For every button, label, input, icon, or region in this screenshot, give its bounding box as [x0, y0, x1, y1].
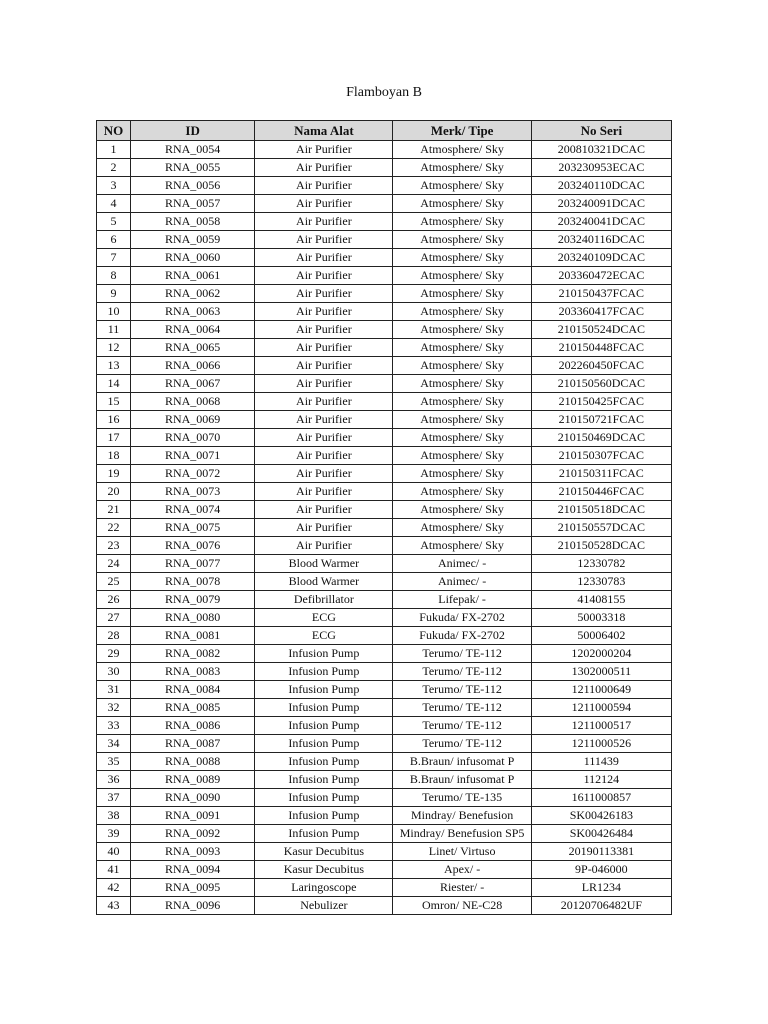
- cell-no-seri: 210150560DCAC: [531, 375, 671, 393]
- cell-nama-alat: Air Purifier: [255, 267, 393, 285]
- table-row: [97, 573, 672, 591]
- cell-no: 14: [97, 375, 131, 393]
- cell-nama-alat: Air Purifier: [255, 249, 393, 267]
- cell-no: 15: [97, 393, 131, 411]
- cell-no-seri: 1211000526: [531, 735, 671, 753]
- cell-nama-alat: Blood Warmer: [255, 573, 393, 591]
- cell-no-seri: 210150307FCAC: [531, 447, 671, 465]
- cell-id: RNA_0080: [131, 609, 255, 627]
- cell-nama-alat: ECG: [255, 609, 393, 627]
- cell-no: 1: [97, 141, 131, 159]
- cell-no-seri: 210150311FCAC: [531, 465, 671, 483]
- cell-id: RNA_0089: [131, 771, 255, 789]
- cell-no: 6: [97, 231, 131, 249]
- equipment-table: [96, 120, 672, 915]
- cell-id: RNA_0075: [131, 519, 255, 537]
- cell-id: RNA_0091: [131, 807, 255, 825]
- cell-id: RNA_0090: [131, 789, 255, 807]
- cell-id: RNA_0093: [131, 843, 255, 861]
- table-row: [97, 663, 672, 681]
- header-merk-tipe: Merk/ Tipe: [393, 121, 531, 141]
- header-no: NO: [97, 121, 131, 141]
- cell-merk-tipe: Atmosphere/ Sky: [393, 339, 531, 357]
- cell-merk-tipe: Terumo/ TE-112: [393, 699, 531, 717]
- cell-nama-alat: Defibrillator: [255, 591, 393, 609]
- cell-id: RNA_0078: [131, 573, 255, 591]
- table-row: [97, 843, 672, 861]
- cell-nama-alat: Air Purifier: [255, 159, 393, 177]
- cell-id: RNA_0073: [131, 483, 255, 501]
- cell-nama-alat: Air Purifier: [255, 483, 393, 501]
- cell-no: 38: [97, 807, 131, 825]
- cell-nama-alat: Air Purifier: [255, 357, 393, 375]
- cell-merk-tipe: Atmosphere/ Sky: [393, 141, 531, 159]
- cell-id: RNA_0085: [131, 699, 255, 717]
- table-row: [97, 177, 672, 195]
- cell-nama-alat: Air Purifier: [255, 285, 393, 303]
- cell-nama-alat: Infusion Pump: [255, 717, 393, 735]
- table-row: [97, 825, 672, 843]
- cell-nama-alat: Air Purifier: [255, 411, 393, 429]
- cell-merk-tipe: Atmosphere/ Sky: [393, 177, 531, 195]
- cell-no-seri: 12330782: [531, 555, 671, 573]
- table-row: [97, 627, 672, 645]
- cell-merk-tipe: Terumo/ TE-112: [393, 645, 531, 663]
- cell-id: RNA_0072: [131, 465, 255, 483]
- cell-no: 12: [97, 339, 131, 357]
- cell-merk-tipe: Terumo/ TE-112: [393, 735, 531, 753]
- cell-no: 3: [97, 177, 131, 195]
- cell-id: RNA_0082: [131, 645, 255, 663]
- cell-nama-alat: Air Purifier: [255, 429, 393, 447]
- cell-merk-tipe: Atmosphere/ Sky: [393, 213, 531, 231]
- cell-nama-alat: Air Purifier: [255, 141, 393, 159]
- cell-no: 17: [97, 429, 131, 447]
- header-no-seri: No Seri: [531, 121, 671, 141]
- cell-merk-tipe: Atmosphere/ Sky: [393, 321, 531, 339]
- cell-no: 39: [97, 825, 131, 843]
- cell-no: 8: [97, 267, 131, 285]
- table-row: [97, 591, 672, 609]
- cell-id: RNA_0060: [131, 249, 255, 267]
- cell-merk-tipe: Animec/ -: [393, 555, 531, 573]
- cell-id: RNA_0059: [131, 231, 255, 249]
- table-row: [97, 339, 672, 357]
- cell-merk-tipe: Fukuda/ FX-2702: [393, 609, 531, 627]
- cell-merk-tipe: Atmosphere/ Sky: [393, 303, 531, 321]
- cell-id: RNA_0055: [131, 159, 255, 177]
- cell-no: 43: [97, 897, 131, 915]
- cell-id: RNA_0071: [131, 447, 255, 465]
- cell-no-seri: 1611000857: [531, 789, 671, 807]
- table-row: [97, 465, 672, 483]
- cell-nama-alat: Air Purifier: [255, 465, 393, 483]
- cell-merk-tipe: Atmosphere/ Sky: [393, 231, 531, 249]
- cell-nama-alat: Air Purifier: [255, 447, 393, 465]
- cell-id: RNA_0056: [131, 177, 255, 195]
- table-row: [97, 645, 672, 663]
- cell-id: RNA_0081: [131, 627, 255, 645]
- table-row: [97, 375, 672, 393]
- cell-no: 5: [97, 213, 131, 231]
- cell-id: RNA_0074: [131, 501, 255, 519]
- table-row: [97, 861, 672, 879]
- cell-merk-tipe: Terumo/ TE-112: [393, 717, 531, 735]
- cell-no-seri: 1202000204: [531, 645, 671, 663]
- cell-no-seri: 111439: [531, 753, 671, 771]
- cell-no: 11: [97, 321, 131, 339]
- cell-nama-alat: Infusion Pump: [255, 825, 393, 843]
- cell-merk-tipe: Omron/ NE-C28: [393, 897, 531, 915]
- cell-nama-alat: Air Purifier: [255, 195, 393, 213]
- table-row: [97, 681, 672, 699]
- cell-id: RNA_0087: [131, 735, 255, 753]
- cell-merk-tipe: Terumo/ TE-135: [393, 789, 531, 807]
- cell-no: 28: [97, 627, 131, 645]
- cell-no: 20: [97, 483, 131, 501]
- cell-merk-tipe: Atmosphere/ Sky: [393, 357, 531, 375]
- table-row: [97, 753, 672, 771]
- cell-merk-tipe: Mindray/ Benefusion: [393, 807, 531, 825]
- cell-merk-tipe: Atmosphere/ Sky: [393, 465, 531, 483]
- cell-nama-alat: Air Purifier: [255, 375, 393, 393]
- cell-no-seri: 203360417FCAC: [531, 303, 671, 321]
- table-row: [97, 537, 672, 555]
- cell-merk-tipe: Atmosphere/ Sky: [393, 285, 531, 303]
- cell-no-seri: 203240041DCAC: [531, 213, 671, 231]
- cell-id: RNA_0084: [131, 681, 255, 699]
- cell-nama-alat: Infusion Pump: [255, 645, 393, 663]
- table-row: [97, 879, 672, 897]
- cell-id: RNA_0065: [131, 339, 255, 357]
- cell-no: 13: [97, 357, 131, 375]
- cell-nama-alat: Blood Warmer: [255, 555, 393, 573]
- cell-merk-tipe: Linet/ Virtuso: [393, 843, 531, 861]
- cell-no: 23: [97, 537, 131, 555]
- cell-id: RNA_0079: [131, 591, 255, 609]
- cell-nama-alat: Infusion Pump: [255, 807, 393, 825]
- cell-merk-tipe: Lifepak/ -: [393, 591, 531, 609]
- cell-no-seri: 203240091DCAC: [531, 195, 671, 213]
- cell-merk-tipe: Riester/ -: [393, 879, 531, 897]
- cell-nama-alat: Air Purifier: [255, 303, 393, 321]
- cell-no: 36: [97, 771, 131, 789]
- cell-no: 10: [97, 303, 131, 321]
- cell-nama-alat: Air Purifier: [255, 177, 393, 195]
- cell-no: 2: [97, 159, 131, 177]
- cell-id: RNA_0086: [131, 717, 255, 735]
- cell-nama-alat: Air Purifier: [255, 519, 393, 537]
- cell-merk-tipe: Fukuda/ FX-2702: [393, 627, 531, 645]
- cell-no: 26: [97, 591, 131, 609]
- cell-nama-alat: Air Purifier: [255, 501, 393, 519]
- cell-merk-tipe: Atmosphere/ Sky: [393, 159, 531, 177]
- cell-no: 22: [97, 519, 131, 537]
- cell-no-seri: 210150437FCAC: [531, 285, 671, 303]
- cell-id: RNA_0057: [131, 195, 255, 213]
- cell-merk-tipe: Animec/ -: [393, 573, 531, 591]
- header-nama-alat: Nama Alat: [255, 121, 393, 141]
- cell-nama-alat: ECG: [255, 627, 393, 645]
- cell-no-seri: SK00426484: [531, 825, 671, 843]
- cell-no: 7: [97, 249, 131, 267]
- cell-no-seri: 50006402: [531, 627, 671, 645]
- table-row: [97, 447, 672, 465]
- cell-nama-alat: Laringoscope: [255, 879, 393, 897]
- cell-nama-alat: Infusion Pump: [255, 663, 393, 681]
- table-row: [97, 267, 672, 285]
- cell-merk-tipe: Mindray/ Benefusion SP5: [393, 825, 531, 843]
- cell-nama-alat: Kasur Decubitus: [255, 843, 393, 861]
- cell-id: RNA_0094: [131, 861, 255, 879]
- cell-merk-tipe: Atmosphere/ Sky: [393, 195, 531, 213]
- table-row: [97, 213, 672, 231]
- cell-no-seri: 20190113381: [531, 843, 671, 861]
- table-row: [97, 501, 672, 519]
- cell-id: RNA_0077: [131, 555, 255, 573]
- table-row: [97, 519, 672, 537]
- cell-merk-tipe: Atmosphere/ Sky: [393, 537, 531, 555]
- cell-id: RNA_0067: [131, 375, 255, 393]
- cell-merk-tipe: Atmosphere/ Sky: [393, 429, 531, 447]
- cell-no-seri: SK00426183: [531, 807, 671, 825]
- cell-no-seri: 50003318: [531, 609, 671, 627]
- cell-no: 19: [97, 465, 131, 483]
- cell-no: 35: [97, 753, 131, 771]
- cell-merk-tipe: Terumo/ TE-112: [393, 663, 531, 681]
- cell-no-seri: 210150557DCAC: [531, 519, 671, 537]
- cell-no-seri: 210150518DCAC: [531, 501, 671, 519]
- cell-no: 4: [97, 195, 131, 213]
- cell-merk-tipe: Atmosphere/ Sky: [393, 411, 531, 429]
- page-title: Flamboyan B: [346, 85, 422, 100]
- cell-nama-alat: Air Purifier: [255, 321, 393, 339]
- cell-id: RNA_0095: [131, 879, 255, 897]
- cell-nama-alat: Infusion Pump: [255, 753, 393, 771]
- cell-merk-tipe: Atmosphere/ Sky: [393, 267, 531, 285]
- cell-id: RNA_0062: [131, 285, 255, 303]
- table-row: [97, 357, 672, 375]
- cell-nama-alat: Infusion Pump: [255, 699, 393, 717]
- cell-nama-alat: Kasur Decubitus: [255, 861, 393, 879]
- cell-no: 33: [97, 717, 131, 735]
- cell-id: RNA_0076: [131, 537, 255, 555]
- cell-id: RNA_0068: [131, 393, 255, 411]
- cell-nama-alat: Air Purifier: [255, 339, 393, 357]
- cell-no-seri: 202260450FCAC: [531, 357, 671, 375]
- cell-no-seri: 1211000517: [531, 717, 671, 735]
- table-row: [97, 285, 672, 303]
- table-row: [97, 303, 672, 321]
- cell-id: RNA_0088: [131, 753, 255, 771]
- table-row: [97, 789, 672, 807]
- header-id: ID: [131, 121, 255, 141]
- table-row: [97, 771, 672, 789]
- cell-nama-alat: Infusion Pump: [255, 681, 393, 699]
- cell-id: RNA_0063: [131, 303, 255, 321]
- table-row: [97, 717, 672, 735]
- table-body: [97, 141, 672, 915]
- cell-merk-tipe: Apex/ -: [393, 861, 531, 879]
- cell-no: 29: [97, 645, 131, 663]
- cell-no: 40: [97, 843, 131, 861]
- cell-merk-tipe: Terumo/ TE-112: [393, 681, 531, 699]
- cell-no-seri: 20120706482UF: [531, 897, 671, 915]
- table-row: [97, 735, 672, 753]
- cell-id: RNA_0064: [131, 321, 255, 339]
- cell-id: RNA_0069: [131, 411, 255, 429]
- cell-no-seri: 210150425FCAC: [531, 393, 671, 411]
- cell-nama-alat: Air Purifier: [255, 213, 393, 231]
- cell-id: RNA_0092: [131, 825, 255, 843]
- cell-no-seri: 203360472ECAC: [531, 267, 671, 285]
- cell-no-seri: 1211000649: [531, 681, 671, 699]
- cell-merk-tipe: Atmosphere/ Sky: [393, 249, 531, 267]
- cell-merk-tipe: B.Braun/ infusomat P: [393, 771, 531, 789]
- table-row: [97, 897, 672, 915]
- cell-id: RNA_0066: [131, 357, 255, 375]
- cell-no-seri: 1211000594: [531, 699, 671, 717]
- table-row: [97, 393, 672, 411]
- table-row: [97, 609, 672, 627]
- table-row: [97, 159, 672, 177]
- cell-no: 25: [97, 573, 131, 591]
- cell-no: 18: [97, 447, 131, 465]
- table-row: [97, 429, 672, 447]
- table-row: [97, 699, 672, 717]
- table-row: [97, 231, 672, 249]
- cell-no: 32: [97, 699, 131, 717]
- cell-id: RNA_0096: [131, 897, 255, 915]
- cell-id: RNA_0061: [131, 267, 255, 285]
- cell-no-seri: 203240109DCAC: [531, 249, 671, 267]
- cell-no-seri: 112124: [531, 771, 671, 789]
- cell-id: RNA_0058: [131, 213, 255, 231]
- cell-nama-alat: Air Purifier: [255, 393, 393, 411]
- cell-no: 37: [97, 789, 131, 807]
- cell-no-seri: 12330783: [531, 573, 671, 591]
- table-row: [97, 411, 672, 429]
- table-row: [97, 249, 672, 267]
- cell-no-seri: 210150446FCAC: [531, 483, 671, 501]
- cell-no-seri: 9P-046000: [531, 861, 671, 879]
- cell-no: 30: [97, 663, 131, 681]
- cell-merk-tipe: Atmosphere/ Sky: [393, 375, 531, 393]
- cell-nama-alat: Infusion Pump: [255, 789, 393, 807]
- cell-merk-tipe: B.Braun/ infusomat P: [393, 753, 531, 771]
- cell-no-seri: 203240110DCAC: [531, 177, 671, 195]
- cell-no: 42: [97, 879, 131, 897]
- cell-nama-alat: Air Purifier: [255, 537, 393, 555]
- table-row: [97, 195, 672, 213]
- table-header-row: [97, 121, 672, 141]
- table-row: [97, 483, 672, 501]
- cell-no-seri: LR1234: [531, 879, 671, 897]
- table-row: [97, 321, 672, 339]
- cell-no-seri: 210150448FCAC: [531, 339, 671, 357]
- cell-no-seri: 41408155: [531, 591, 671, 609]
- cell-no-seri: 210150721FCAC: [531, 411, 671, 429]
- cell-no-seri: 210150528DCAC: [531, 537, 671, 555]
- table-row: [97, 555, 672, 573]
- table-row: [97, 141, 672, 159]
- cell-merk-tipe: Atmosphere/ Sky: [393, 501, 531, 519]
- cell-no-seri: 210150469DCAC: [531, 429, 671, 447]
- cell-nama-alat: Air Purifier: [255, 231, 393, 249]
- cell-id: RNA_0070: [131, 429, 255, 447]
- cell-nama-alat: Infusion Pump: [255, 735, 393, 753]
- cell-merk-tipe: Atmosphere/ Sky: [393, 393, 531, 411]
- cell-no: 9: [97, 285, 131, 303]
- cell-no: 21: [97, 501, 131, 519]
- cell-no: 27: [97, 609, 131, 627]
- cell-id: RNA_0083: [131, 663, 255, 681]
- cell-merk-tipe: Atmosphere/ Sky: [393, 519, 531, 537]
- cell-nama-alat: Nebulizer: [255, 897, 393, 915]
- cell-merk-tipe: Atmosphere/ Sky: [393, 447, 531, 465]
- cell-no-seri: 203230953ECAC: [531, 159, 671, 177]
- cell-nama-alat: Infusion Pump: [255, 771, 393, 789]
- cell-no-seri: 1302000511: [531, 663, 671, 681]
- cell-id: RNA_0054: [131, 141, 255, 159]
- cell-no-seri: 200810321DCAC: [531, 141, 671, 159]
- cell-no: 41: [97, 861, 131, 879]
- cell-no: 16: [97, 411, 131, 429]
- cell-no-seri: 210150524DCAC: [531, 321, 671, 339]
- cell-no: 34: [97, 735, 131, 753]
- cell-no-seri: 203240116DCAC: [531, 231, 671, 249]
- table-row: [97, 807, 672, 825]
- cell-no: 31: [97, 681, 131, 699]
- cell-merk-tipe: Atmosphere/ Sky: [393, 483, 531, 501]
- cell-no: 24: [97, 555, 131, 573]
